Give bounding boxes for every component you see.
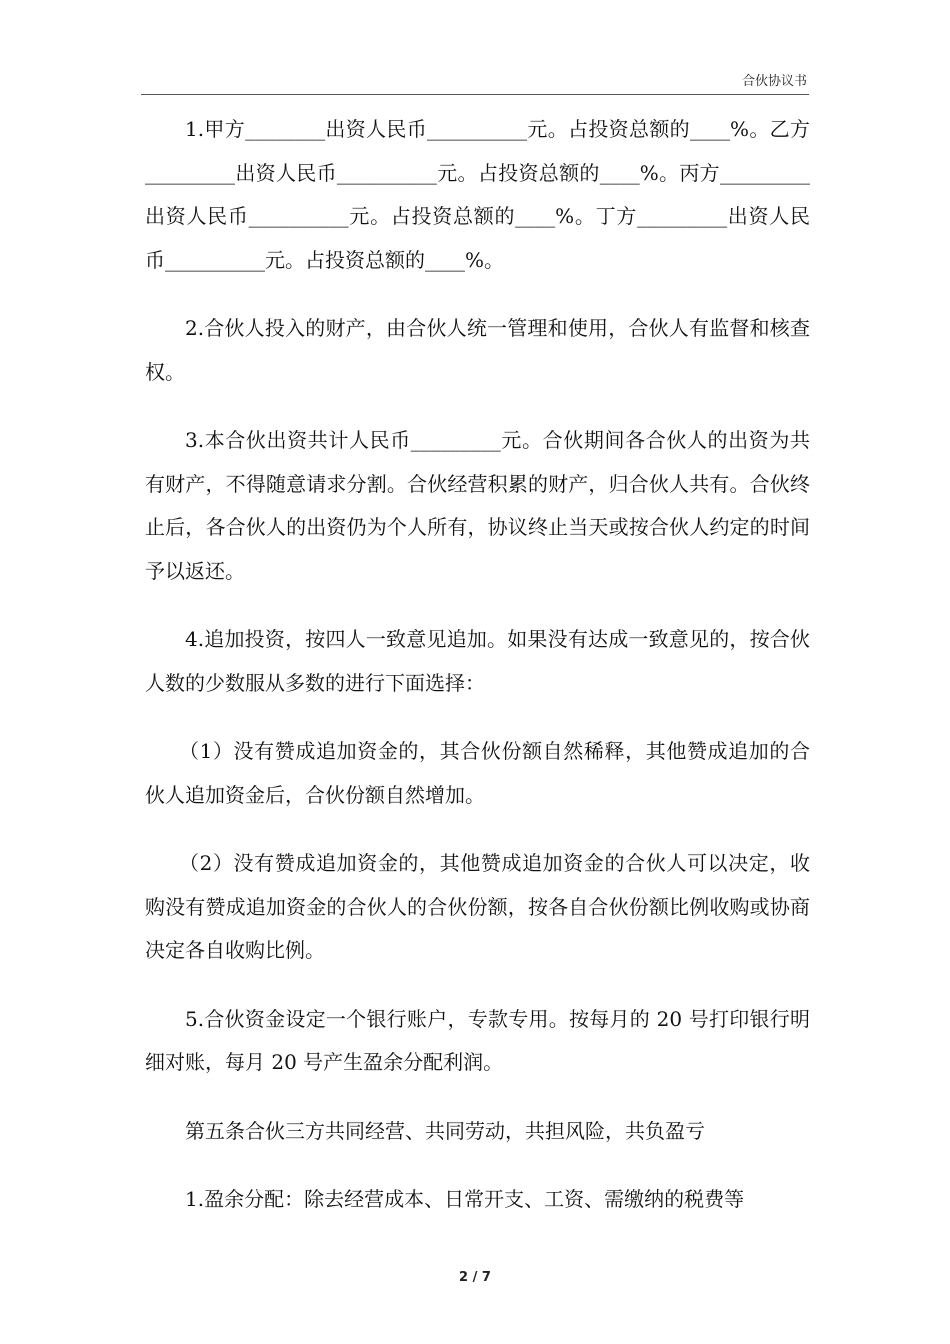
header-divider — [141, 94, 809, 95]
paragraph-1-contributions: 1.甲方________出资人民币__________元。占投资总额的____%。乙方_________出资人民币__________元。占投资总额的____%。丙方_________出资人民币__________元。占投资总额的____%。丁方_________出资人民币__________元。占投资总额的____%。 — [145, 117, 810, 272]
article-5-heading: 第五条合伙三方共同经营、共同劳动，共担风险，共负盈亏 — [185, 1118, 705, 1143]
paragraph-4-additional-investment: 4.追加投资，按四人一致意见追加。如果没有达成一致意见的，按合伙人数的少数服从多数的进行下面选择： — [145, 627, 810, 695]
paragraph-4-option-1: （1）没有赞成追加资金的，其合伙份额自然稀释，其他赞成追加的合伙人追加资金后，合伙份额自然增加。 — [145, 739, 810, 807]
article-5-item-1: 1.盈余分配：除去经营成本、日常开支、工资、需缴纳的税费等 — [185, 1187, 745, 1211]
paragraph-3-total-capital: 3.本合伙出资共计人民币_________元。合伙期间各合伙人的出资为共有财产，不得随意请求分割。合伙经营积累的财产，归合伙人共有。合伙终止后，各合伙人的出资仍为个人所有，协议终止当天或按合伙人约定的时间予以返还。 — [145, 428, 810, 583]
document-header-title: 合伙协议书 — [741, 74, 807, 89]
paragraph-5-bank-account: 5.合伙资金设定一个银行账户，专款专用。按每月的 20 号打印银行明细对账，每月 20 号产生盈余分配利润。 — [145, 1006, 810, 1074]
page-number: 2 / 7 — [459, 1270, 491, 1285]
paragraph-4-option-2: （2）没有赞成追加资金的，其他赞成追加资金的合伙人可以决定，收购没有赞成追加资金的合伙人的合伙份额，按各自合伙份额比例收购或协商决定各自收购比例。 — [145, 851, 810, 962]
paragraph-2-property-management: 2.合伙人投入的财产，由合伙人统一管理和使用，合伙人有监督和核查权。 — [145, 316, 810, 384]
document-body — [145, 108, 810, 1247]
